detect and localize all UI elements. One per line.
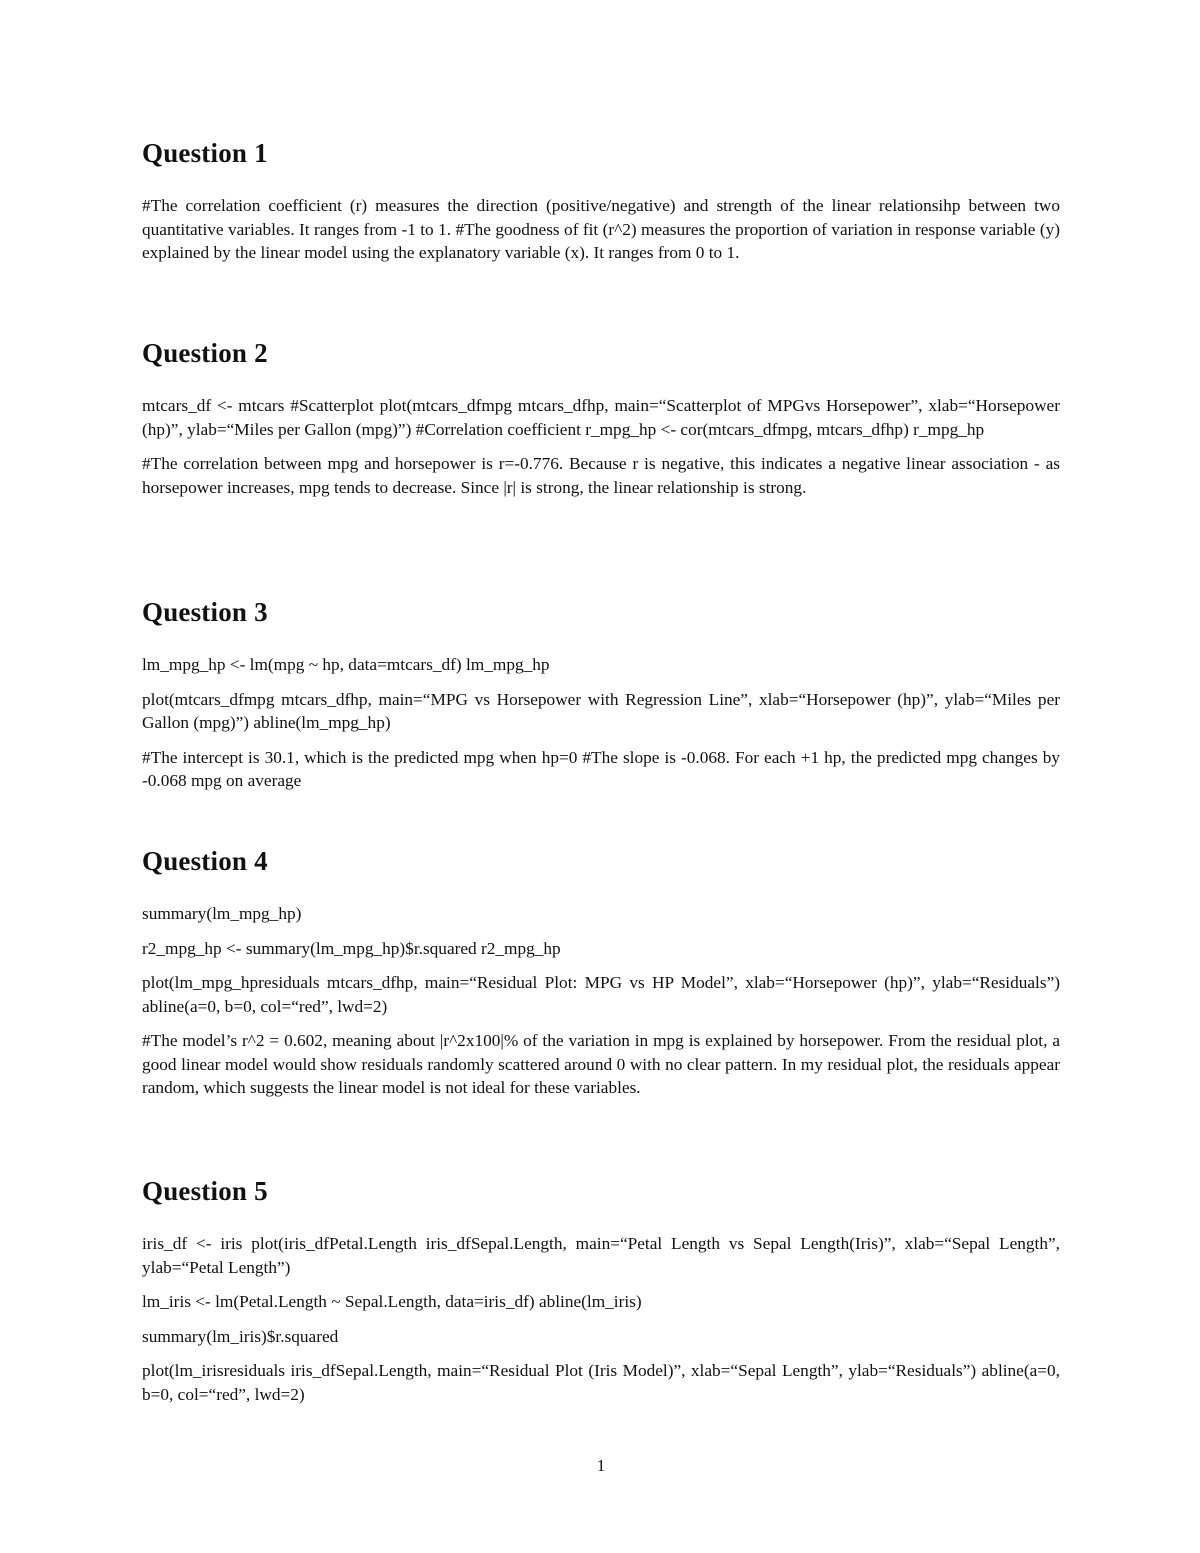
question-2-paragraph-1: mtcars_df <- mtcars #Scatterplot plot(mtcars_dfmpg mtcars_dfhp, main=“Scatterplot of MPGvs Horsepower”, xlab=“Horsepower (hp)”, ylab=“Miles per Gallon (mpg)”) #Correlation coefficient r_mpg_hp <- cor(mtcars_dfmpg, mtcars_dfhp) r_mpg_hp (142, 396, 1060, 439)
question-5-paragraph-1: iris_df <- iris plot(iris_dfPetal.Length iris_dfSepal.Length, main=“Petal Length vs Sepal Length(Iris)”, xlab=“Sepal Length”, ylab=“Petal Length”) (142, 1234, 1060, 1277)
question-3-paragraph-2: plot(mtcars_dfmpg mtcars_dfhp, main=“MPG vs Horsepower with Regression Line”, xlab=“Horsepower (hp)”, ylab=“Miles per Gallon (mpg)”) abline(lm_mpg_hp) (142, 689, 1060, 732)
page-number: 1 (596, 1456, 606, 1475)
document-page (142, 0, 1060, 1553)
question-5-paragraph-2: lm_iris <- lm(Petal.Length ~ Sepal.Length, data=iris_df) abline(lm_iris) (142, 1292, 642, 1311)
question-4-paragraph-3: plot(lm_mpg_hpresiduals mtcars_dfhp, main=“Residual Plot: MPG vs HP Model”, xlab=“Horsepower (hp)”, ylab=“Residuals”) abline(a=0, b=0, col=“red”, lwd=2) (142, 973, 1060, 1016)
question-1-heading: Question 1 (142, 138, 268, 168)
question-5-paragraph-4: plot(lm_irisresiduals iris_dfSepal.Length, main=“Residual Plot (Iris Model)”, xlab=“Sepal Length”, ylab=“Residuals”) abline(a=0, b=0, col=“red”, lwd=2) (142, 1361, 1060, 1404)
question-4-paragraph-4: #The model’s r^2 = 0.602, meaning about |r^2x100|% of the variation in mpg is explained by horsepower. From the residual plot, a good linear model would show residuals randomly scattered around 0 with no clear pattern. In my residual plot, the residuals appear random, which suggests the linear model is not ideal for these variables. (142, 1031, 1060, 1097)
question-3-heading: Question 3 (142, 597, 268, 627)
question-1-paragraph-1: #The correlation coefficient (r) measures the direction (positive/negative) and strength of the linear relationsihp between two quantitative variables. It ranges from -1 to 1. #The goodness of fit (r^2) measures the proportion of variation in response variable (y) explained by the linear model using the explanatory variable (x). It ranges from 0 to 1. (142, 196, 1060, 262)
question-4-section (142, 846, 1060, 1111)
question-4-heading: Question 4 (142, 846, 268, 876)
question-4-paragraph-1: summary(lm_mpg_hp) (142, 904, 302, 923)
question-5-section (142, 1176, 1060, 1417)
question-2-section (142, 338, 1060, 510)
question-5-heading: Question 5 (142, 1176, 268, 1206)
question-4-paragraph-2: r2_mpg_hp <- summary(lm_mpg_hp)$r.squared r2_mpg_hp (142, 938, 561, 958)
question-3-paragraph-3: #The intercept is 30.1, which is the predicted mpg when hp=0 #The slope is -0.068. For each +1 hp, the predicted mpg changes by -0.068 mpg on average (142, 747, 1060, 790)
question-5-paragraph-3: summary(lm_iris)$r.squared (142, 1326, 339, 1346)
question-3-paragraph-1: lm_mpg_hp <- lm(mpg ~ hp, data=mtcars_df) lm_mpg_hp (142, 655, 550, 674)
question-3-section (142, 597, 1060, 804)
question-2-heading: Question 2 (142, 338, 268, 368)
question-1-section (142, 138, 1060, 276)
question-2-paragraph-2: #The correlation between mpg and horsepower is r=-0.776. Because r is negative, this indicates a negative linear association - as horsepower increases, mpg tends to decrease. Since |r| is strong, the linear relationship is strong. (142, 454, 1060, 497)
